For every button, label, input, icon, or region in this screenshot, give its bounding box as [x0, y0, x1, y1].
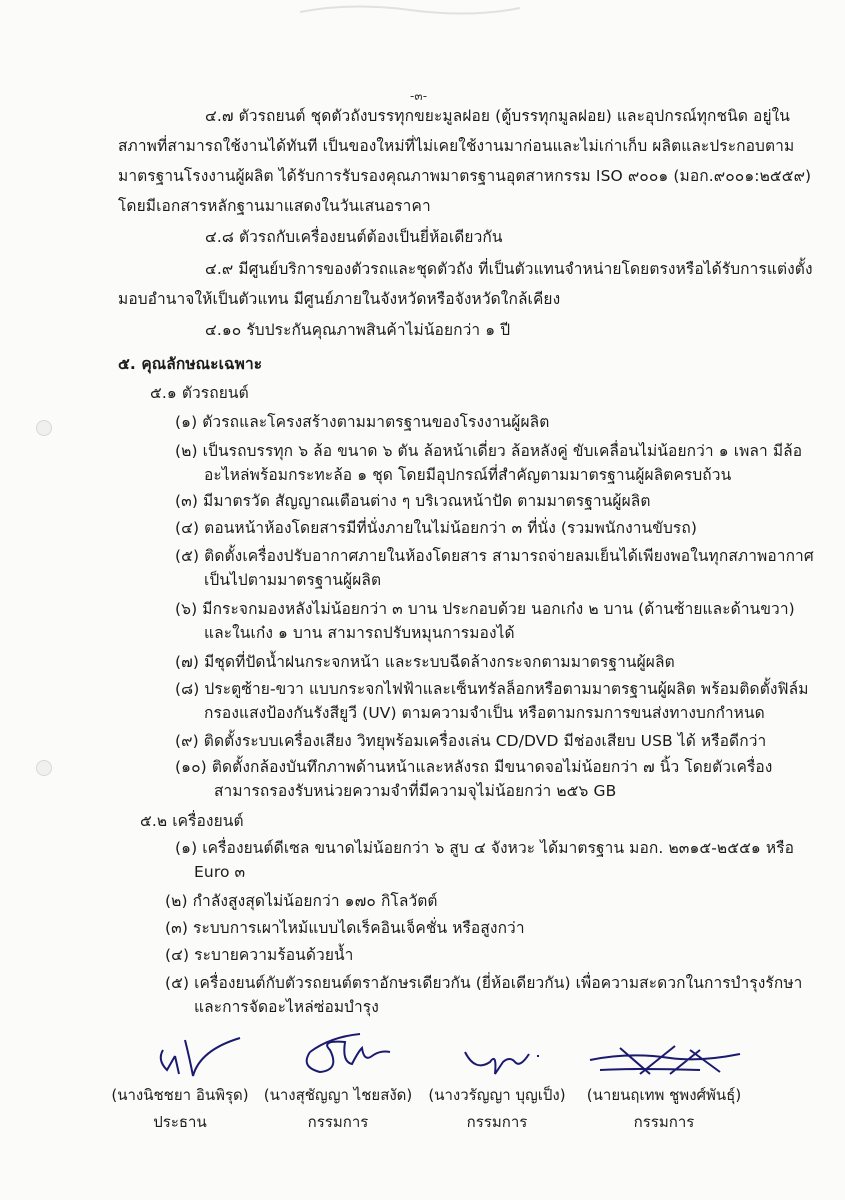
- spec-item: (๒) กำลังสูงสุดไม่น้อยกว่า ๑๗๐ กิโลวัตต์: [165, 892, 438, 910]
- signature-1: [145, 1030, 255, 1090]
- spec-item: (๒) เป็นรถบรรทุก ๖ ล้อ ขนาด ๖ ตัน ล้อหน้าเดี่ยว ล้อหลังคู่ ขับเคลื่อนไม่น้อยกว่า ๑ เพลา มีล้อ: [175, 442, 803, 460]
- spec-item: (๘) ประตูซ้าย-ขวา แบบกระจกไฟฟ้าและเซ็นทรัลล็อกหรือตามมาตรฐานผู้ผลิต พร้อมติดตั้งฟิล์ม: [175, 680, 809, 698]
- paragraph-4-7-line: โดยมีเอกสารหลักฐานมาแสดงในวันเสนอราคา: [118, 197, 431, 215]
- spec-item-continuation: Euro ๓: [194, 863, 246, 881]
- signatory-role: กรรมการ: [466, 1113, 528, 1131]
- spec-item-continuation: กรองแสงป้องกันรังสียูวี (UV) ตามความจำเป็น หรือตามกรมการขนส่งทางบกกำหนด: [204, 704, 765, 722]
- paragraph-4-7-line: สภาพที่สามารถใช้งานได้ทันที เป็นของใหม่ที่ไม่เคยใช้งานมาก่อนและไม่เก่าเก็บ ผลิตและประกอบตาม: [118, 137, 795, 155]
- bleed-through-mark: [290, 0, 530, 20]
- spec-item: (๓) ระบบการเผาไหม้แบบไดเร็คอินเจ็คชั่น หรือสูงกว่า: [165, 919, 525, 937]
- paragraph-4-9-line: ๔.๙ มีศูนย์บริการของตัวรถและชุดตัวถัง ที่เป็นตัวแทนจำหน่ายโดยตรงหรือได้รับการแต่งตั้ง: [205, 260, 813, 278]
- signature-2: [290, 1022, 410, 1087]
- spec-item-continuation: อะไหล่พร้อมกระทะล้อ ๑ ชุด โดยมีอุปกรณ์ที่สำคัญตามมาตรฐานผู้ผลิตครบถ้วน: [204, 466, 732, 484]
- signatory-role: ประธาน: [153, 1113, 207, 1131]
- page-number: -๓-: [410, 89, 428, 103]
- subsection-heading: ๕.๒ เครื่องยนต์: [140, 812, 244, 830]
- spec-item-continuation: สามารถรองรับหน่วยความจำที่มีความจุไม่น้อยกว่า ๒๕๖ GB: [214, 782, 617, 800]
- paragraph-4-7-line: มาตรฐานโรงงานผู้ผลิต ได้รับการรับรองคุณภาพมาตรฐานอุตสาหกรรม ISO ๙๐๐๑ (มอก.๙๐๐๑:๒๕๕๙): [118, 167, 812, 185]
- spec-item-continuation: และการจัดอะไหล่ซ่อมบำรุง: [194, 998, 379, 1016]
- spec-item: (๕) เครื่องยนต์กับตัวรถยนต์ตราอักษรเดียวกัน (ยี่ห้อเดียวกัน) เพื่อความสะดวกในการบำรุงรักษา: [165, 974, 803, 992]
- paragraph-4-7-line: ๔.๗ ตัวรถยนต์ ชุดตัวถังบรรทุกขยะมูลฝอย (ตู้บรรทุกมูลฝอย) และอุปกรณ์ทุกชนิด อยู่ใน: [205, 107, 790, 125]
- spec-item: (๖) มีกระจกมองหลังไม่น้อยกว่า ๓ บาน ประกอบด้วย นอกเก๋ง ๒ บาน (ด้านซ้ายและด้านขวา): [175, 600, 795, 618]
- signature-3: [455, 1032, 555, 1087]
- spec-item: (๗) มีชุดที่ปัดน้ำฝนกระจกหน้า และระบบฉีดล้างกระจกตามมาตรฐานผู้ผลิต: [175, 653, 675, 671]
- spec-item: (๙) ติดตั้งระบบเครื่องเสียง วิทยุพร้อมเครื่องเล่น CD/DVD มีช่องเสียบ USB ได้ หรือดีกว่า: [175, 732, 767, 750]
- paragraph-4-10: ๔.๑๐ รับประกันคุณภาพสินค้าไม่น้อยกว่า ๑ ปี: [205, 321, 511, 339]
- spec-item: (๑๐) ติดตั้งกล้องบันทึกภาพด้านหน้าและหลังรถ มีขนาดจอไม่น้อยกว่า ๗ นิ้ว โดยตัวเครื่อง: [175, 758, 773, 776]
- signatory-name: (นางวรัญญา บุญเป็ง): [428, 1086, 566, 1104]
- punch-hole: [36, 760, 52, 776]
- signatory-name: (นางสุชัญญา ไชยสงัด): [263, 1086, 413, 1104]
- signatory-name: (นายนฤเทพ ชูพงศ์พันธุ์): [586, 1086, 742, 1104]
- spec-item: (๓) มีมาตรวัด สัญญาณเตือนต่าง ๆ บริเวณหน้าปัด ตามมาตรฐานผู้ผลิต: [175, 492, 651, 510]
- spec-item: (๔) ระบายความร้อนด้วยน้ำ: [165, 946, 354, 964]
- paragraph-4-8: ๔.๘ ตัวรถกับเครื่องยนต์ต้องเป็นยี่ห้อเดียวกัน: [205, 228, 503, 246]
- spec-item: (๔) ตอนหน้าห้องโดยสารมีที่นั่งภายในไม่น้อยกว่า ๓ ที่นั่ง (รวมพนักงานขับรถ): [175, 519, 697, 537]
- subsection-heading: ๕.๑ ตัวรถยนต์: [150, 384, 249, 402]
- signatory-role: กรรมการ: [307, 1113, 369, 1131]
- spec-item: (๕) ติดตั้งเครื่องปรับอากาศภายในห้องโดยสาร สามารถจ่ายลมเย็นได้เพียงพอในทุกสภาพอากาศ: [175, 547, 814, 565]
- spec-item: (๑) ตัวรถและโครงสร้างตามมาตรฐานของโรงงานผู้ผลิต: [175, 413, 550, 431]
- signatory-name: (นางนิชชยา อินพิรุด): [111, 1086, 249, 1104]
- signatory-role: กรรมการ: [633, 1113, 695, 1131]
- punch-hole: [36, 420, 52, 436]
- spec-item-continuation: และในเก๋ง ๑ บาน สามารถปรับหมุนการมองได้: [204, 624, 515, 642]
- signature-4: [580, 1030, 750, 1090]
- section-heading: ๕. คุณลักษณะเฉพาะ: [118, 355, 263, 373]
- spec-item-continuation: เป็นไปตามมาตรฐานผู้ผลิต: [204, 571, 382, 589]
- paragraph-4-9-line: มอบอำนาจให้เป็นตัวแทน มีศูนย์ภายในจังหวัดหรือจังหวัดใกล้เคียง: [118, 290, 561, 308]
- spec-item: (๑) เครื่องยนต์ดีเซล ขนาดไม่น้อยกว่า ๖ สูบ ๔ จังหวะ ได้มาตรฐาน มอก. ๒๓๑๕-๒๕๕๑ หรือ: [175, 839, 795, 857]
